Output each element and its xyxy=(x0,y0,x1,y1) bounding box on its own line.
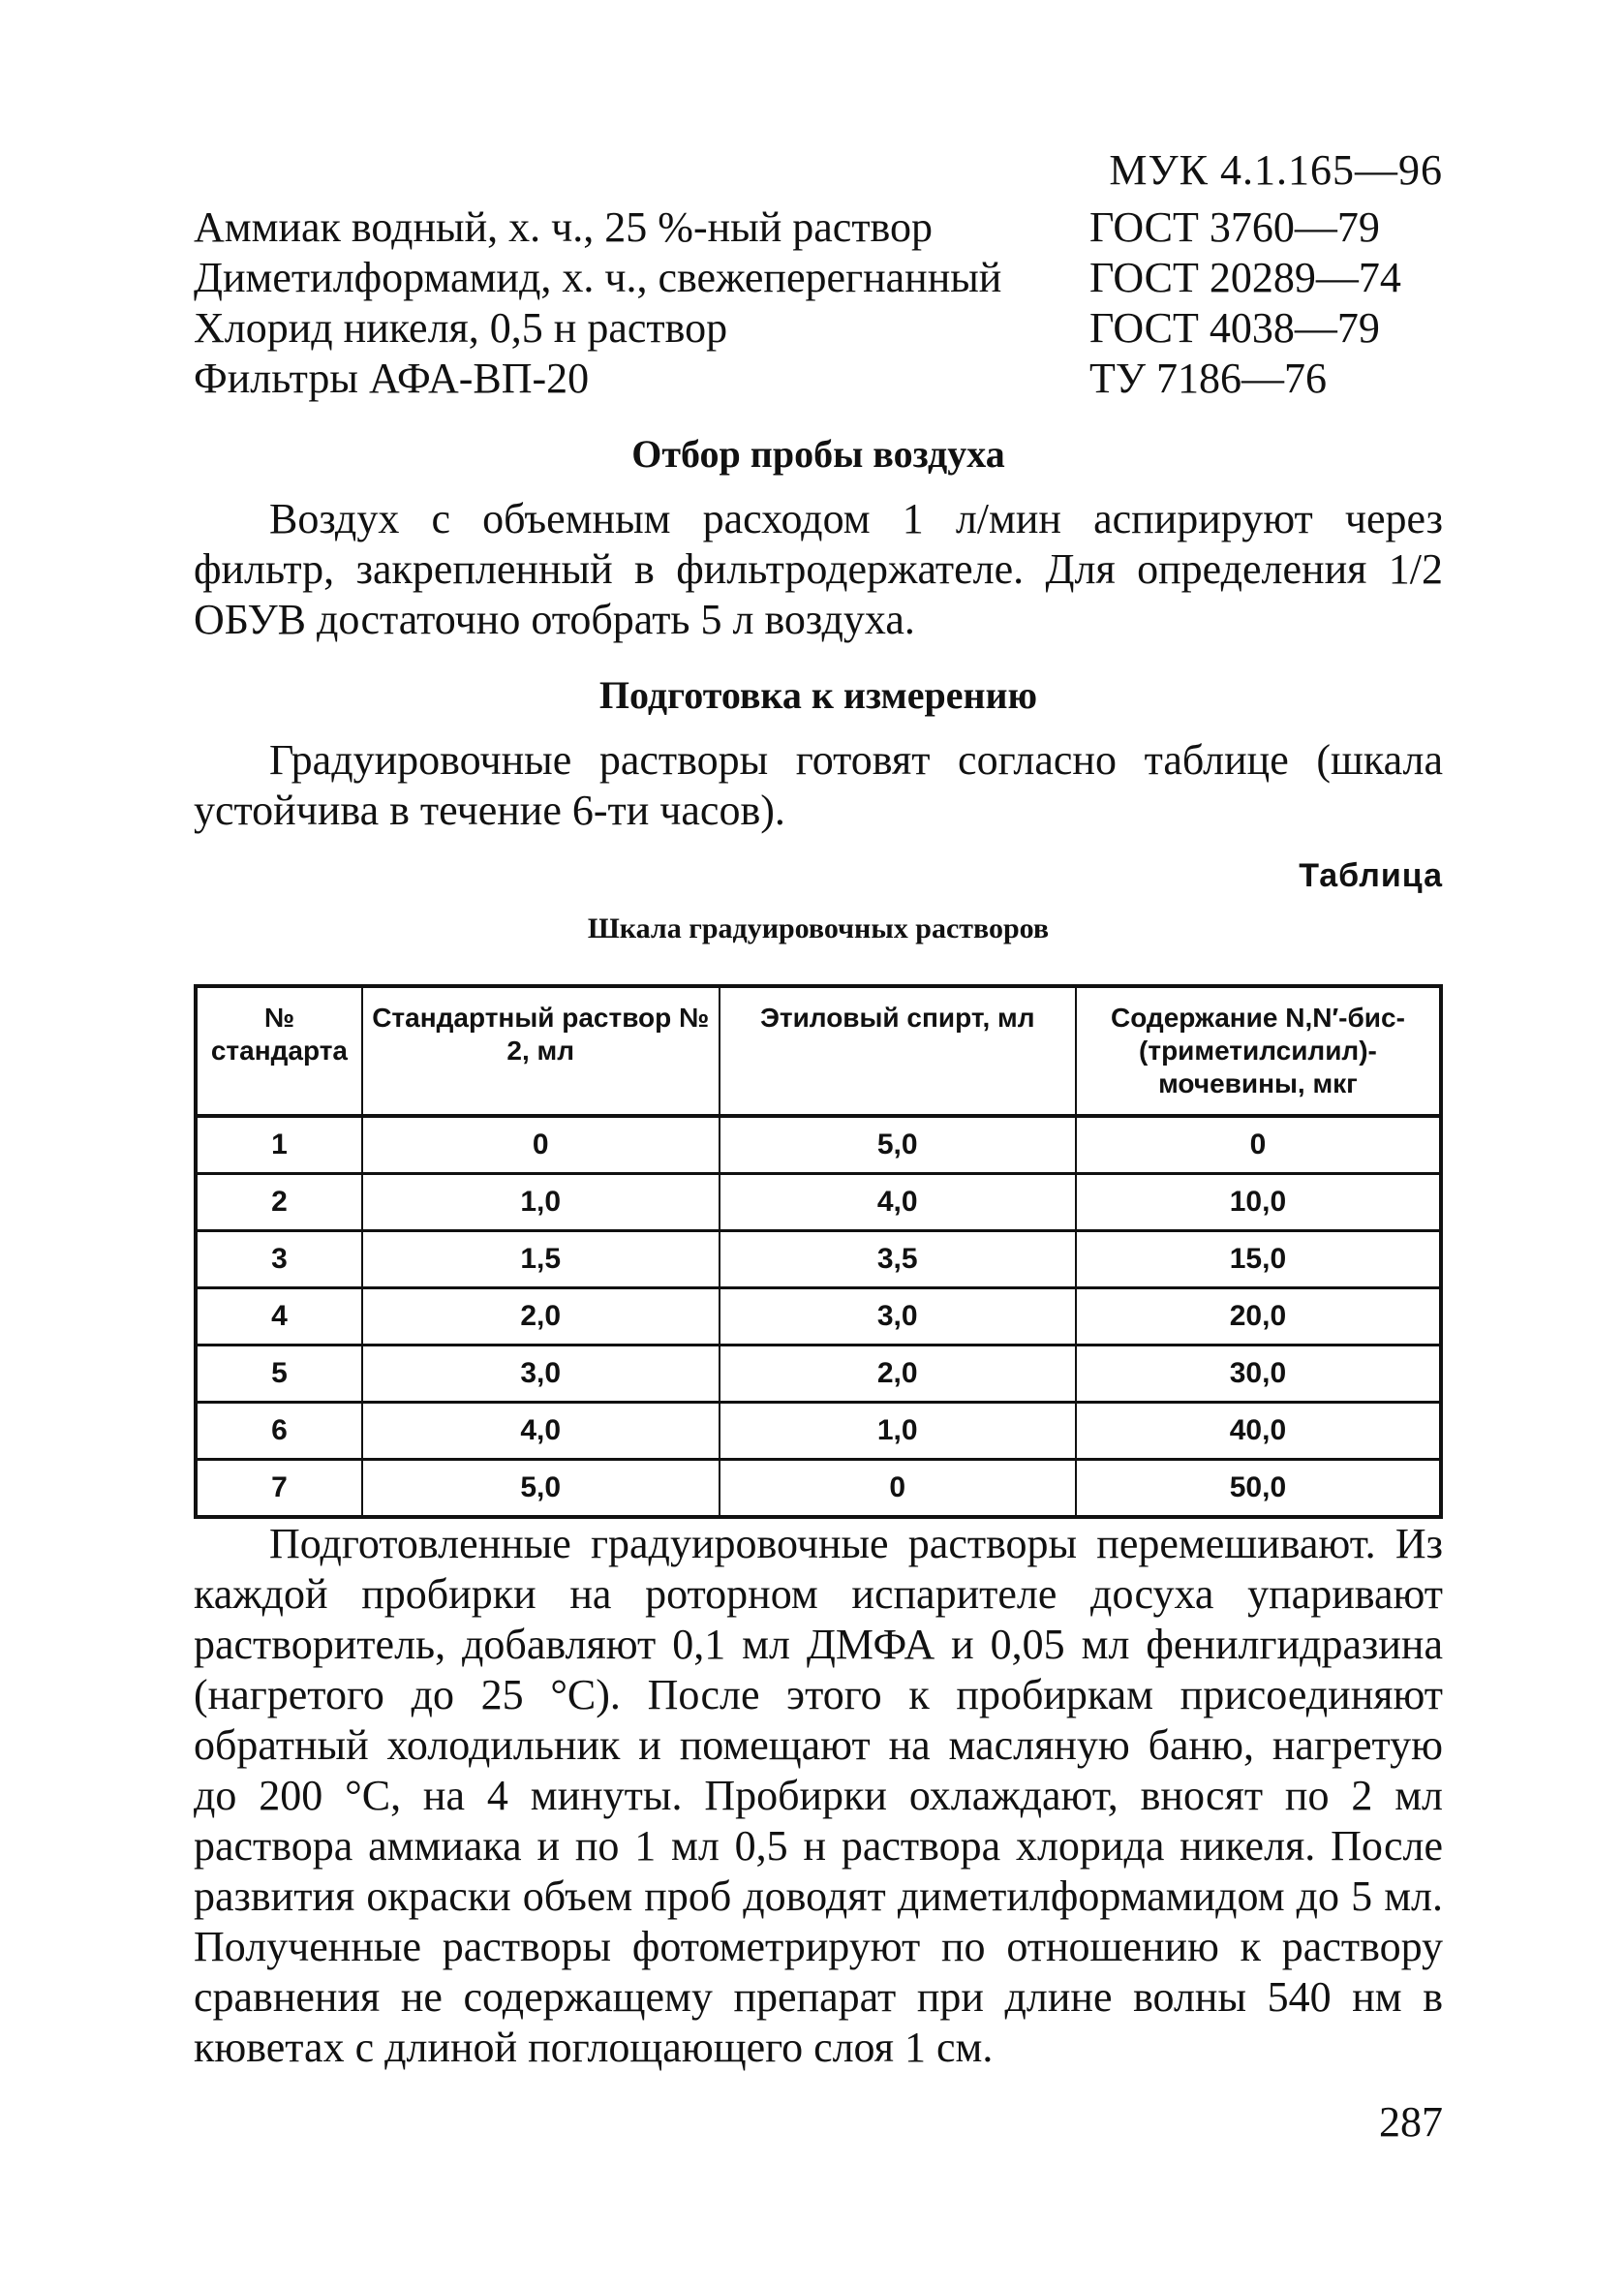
table-cell: 20,0 xyxy=(1076,1288,1441,1346)
table-cell: 4 xyxy=(196,1288,362,1346)
table-title: Шкала градуировочных растворов xyxy=(587,913,1050,944)
material-name: Фильтры АФА-ВП-20 xyxy=(194,355,590,402)
preparation-heading: Подготовка к измерению xyxy=(598,673,1038,717)
table-cell: 3,0 xyxy=(720,1288,1076,1346)
table-cell: 10,0 xyxy=(1076,1174,1441,1231)
table-cell: 5,0 xyxy=(362,1460,720,1518)
table-cell: 1,0 xyxy=(362,1174,720,1231)
table-cell: 7 xyxy=(196,1460,362,1518)
table-cell: 1,0 xyxy=(720,1403,1076,1460)
column-header: Этиловый спирт, мл xyxy=(720,986,1076,1116)
table-cell: 3,5 xyxy=(720,1231,1076,1288)
table-caption: Таблица xyxy=(1299,857,1443,894)
table-cell: 4,0 xyxy=(720,1174,1076,1231)
material-item xyxy=(194,303,1443,354)
material-item xyxy=(194,202,1443,253)
table-cell: 0 xyxy=(1076,1116,1441,1174)
table-cell: 3,0 xyxy=(362,1346,720,1403)
document-page xyxy=(194,145,1443,2073)
material-name: Аммиак водный, х. ч., 25 %-ный раствор xyxy=(194,203,934,251)
material-item xyxy=(194,253,1443,303)
table-cell: 30,0 xyxy=(1076,1346,1441,1403)
table-row xyxy=(196,1346,1441,1403)
column-header: Содержание N,N′-бис-(триметилсилил)-мочевины, мкг xyxy=(1076,986,1441,1116)
table-cell: 4,0 xyxy=(362,1403,720,1460)
table-cell: 15,0 xyxy=(1076,1231,1441,1288)
table-header-row xyxy=(196,986,1441,1116)
table-row xyxy=(196,1231,1441,1288)
preparation-text: Градуировочные растворы готовят согласно таблице (шкала устойчива в течение 6-ти часов). xyxy=(194,736,1443,834)
table-row xyxy=(196,1174,1441,1231)
table-row xyxy=(196,1460,1441,1518)
table-cell: 5 xyxy=(196,1346,362,1403)
material-name: Диметилформамид, х. ч., свежеперегнанный xyxy=(194,254,1002,301)
column-header: № стандарта xyxy=(196,986,362,1116)
table-cell: 2 xyxy=(196,1174,362,1231)
table-cell: 0 xyxy=(720,1460,1076,1518)
calibration-table xyxy=(194,984,1443,1519)
table-cell: 0 xyxy=(362,1116,720,1174)
table-cell: 6 xyxy=(196,1403,362,1460)
table-cell: 2,0 xyxy=(362,1288,720,1346)
material-name: Хлорид никеля, 0,5 н раствор xyxy=(194,304,728,352)
table-row xyxy=(196,1116,1441,1174)
table-cell: 2,0 xyxy=(720,1346,1076,1403)
document-code: МУК 4.1.165—96 xyxy=(1109,146,1443,194)
table-cell: 40,0 xyxy=(1076,1403,1441,1460)
materials-list xyxy=(194,202,1443,404)
page-number: 287 xyxy=(1379,2098,1443,2146)
table-cell: 50,0 xyxy=(1076,1460,1441,1518)
table-row xyxy=(196,1403,1441,1460)
table-cell: 1,5 xyxy=(362,1231,720,1288)
table-row xyxy=(196,1288,1441,1346)
table-cell: 3 xyxy=(196,1231,362,1288)
material-item xyxy=(194,354,1443,404)
table-cell: 1 xyxy=(196,1116,362,1174)
material-standard: ТУ 7186—76 xyxy=(1089,355,1328,402)
material-standard: ГОСТ 3760—79 xyxy=(1089,203,1380,251)
material-standard: ГОСТ 4038—79 xyxy=(1089,304,1380,352)
sampling-text: Воздух с объемным расходом 1 л/мин аспирируют через фильтр, закрепленный в фильтродержателе. Для определения 1/2 ОБУВ достаточно отобрать 5 л воздуха. xyxy=(194,495,1443,643)
material-standard: ГОСТ 20289—74 xyxy=(1089,254,1401,301)
table-cell: 5,0 xyxy=(720,1116,1076,1174)
column-header: Стандартный раствор № 2, мл xyxy=(362,986,720,1116)
procedure-text: Подготовленные градуировочные растворы перемешивают. Из каждой пробирки на роторном испарителе досуха упаривают растворитель, добавляют 0,1 мл ДМФА и 0,05 мл фенилгидразина (нагретого до 25 °С). После этого к пробиркам присоединяют обратный холодильник и помещают на масляную баню, нагретую до 200 °С, на 4 минуты. Пробирки охлаждают, вносят по 2 мл раствора аммиака и по 1 мл 0,5 н раствора хлорида никеля. После развития окраски объем проб доводят диметилформамидом до 5 мл. Полученные растворы фотометрируют по отношению к раствору сравнения не содержащему препарат при длине волны 540 нм в кюветах с длиной поглощающего слоя 1 см. xyxy=(194,1520,1443,2071)
sampling-heading: Отбор пробы воздуха xyxy=(631,432,1005,476)
